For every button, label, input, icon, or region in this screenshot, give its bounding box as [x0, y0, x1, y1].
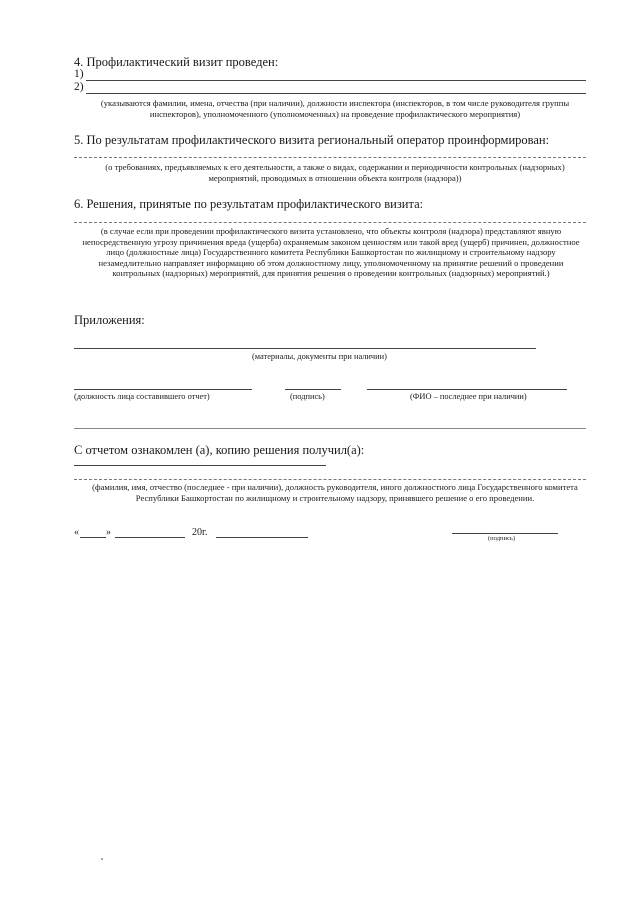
scan-speck — [101, 858, 103, 860]
acknowledgement-note: (фамилия, имя, отчество (последнее - при наличии), должность руководителя, иного должностного лица Государственного комитета Республики Башкортостан по жилищному и строительному надзору, принявшего решение о его проведении. — [92, 482, 578, 503]
attachments-line[interactable] — [74, 348, 536, 349]
section4-item1-line[interactable] — [86, 80, 586, 81]
fio-line[interactable] — [367, 389, 567, 390]
position-line[interactable] — [74, 389, 252, 390]
date-extra-line[interactable] — [216, 537, 308, 538]
date-close-quote: » — [106, 527, 111, 538]
date-open-quote: « — [74, 527, 79, 538]
section4-note: (указываются фамилии, имена, отчества (при наличии), должности инспектора (инспекторов, в том числе руководителя группы инспекторов), уполномоченного (уполномоченных) на проведение профилактического мероприятия) — [100, 98, 570, 119]
section4-title: 4. Профилактический визит проведен: — [74, 55, 279, 69]
acknowledgement-title: С отчетом ознакомлен (а), копию решения получил(а): — [74, 443, 365, 457]
signature-line[interactable] — [285, 389, 341, 390]
attachments-title: Приложения: — [74, 313, 145, 327]
date-month-line[interactable] — [115, 537, 185, 538]
section4-item2-line[interactable] — [86, 93, 586, 94]
date-day-line[interactable] — [80, 537, 106, 538]
section5-note: (о требованиях, предъявляемых к его деятельности, а также о видах, содержании и периодичности контрольных (надзорных) мероприятий, проводимых в отношении объекта контроля (надзора)) — [105, 162, 565, 183]
signature-label: (подпись) — [290, 392, 325, 401]
acknowledgement-signature-label: (подпись) — [488, 535, 515, 542]
section6-title: 6. Решения, принятые по результатам профилактического визита: — [74, 197, 424, 211]
section6-line[interactable] — [74, 222, 586, 223]
position-label: (должность лица составившего отчет) — [74, 392, 210, 401]
separator-line — [74, 428, 586, 429]
section4-item1-label: 1) — [74, 68, 84, 80]
section5-title: 5. По результатам профилактического визита региональный оператор проинформирован: — [74, 133, 550, 147]
acknowledgement-name-line[interactable] — [74, 465, 326, 466]
date-year: 20г. — [192, 527, 208, 538]
section6-note: (в случае если при проведении профилактического визита установлено, что объекты контроля (надзора) представляют явную непосредственную угрозу причинения вреда (ущерба) охраняемым законом ценностям или такой вред (ущерб) причинен, должностное лицо (должностные лица) Государственного комитета Республики Башкортостан по жилищному и строительному надзору незамедлительно направляет информацию об этом должностному лицу, уполномоченному на принятие решений о проведении контрольных (надзорных) мероприятий, для принятия решения о проведении контрольных (надзорных) мероприятий.) — [82, 226, 580, 278]
acknowledgement-line[interactable] — [74, 479, 586, 480]
acknowledgement-signature-line[interactable] — [452, 533, 558, 534]
fio-label: (ФИО – последнее при наличии) — [410, 392, 527, 401]
section4-item2-label: 2) — [74, 81, 84, 93]
attachments-note: (материалы, документы при наличии) — [252, 352, 387, 361]
section5-line[interactable] — [74, 157, 586, 158]
